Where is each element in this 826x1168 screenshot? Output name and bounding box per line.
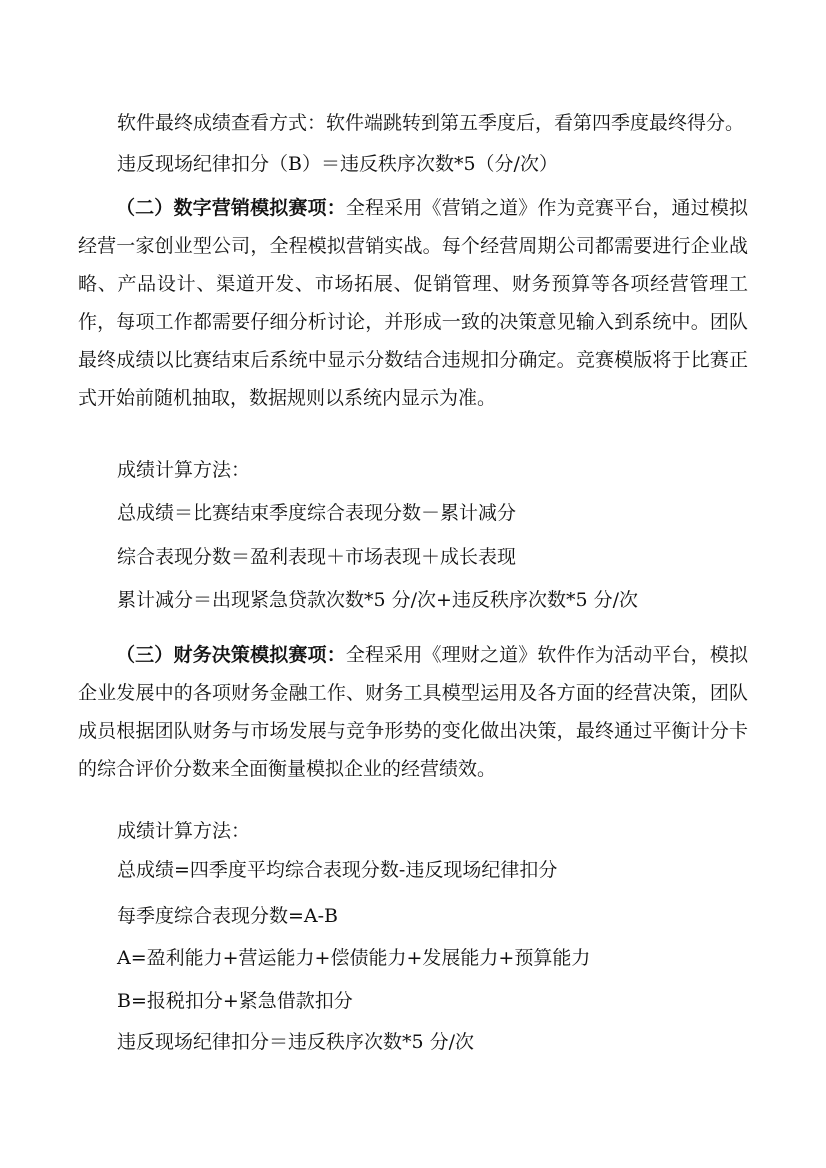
result-view-method: 软件最终成绩查看方式：软件端跳转到第五季度后，看第四季度最终得分。 — [117, 112, 745, 134]
section-heading: （二）数字营销模拟赛项： — [116, 197, 346, 219]
discipline-deduction-formula: 违反现场纪律扣分＝违反秩序次数*5 分/次 — [117, 1031, 475, 1053]
b-formula: B=报税扣分+紧急借款扣分 — [117, 990, 353, 1012]
calc-method-label: 成绩计算方法： — [117, 459, 251, 481]
section-digital-marketing — [78, 189, 748, 417]
section-financial-decision — [78, 636, 748, 788]
section-body: 全程采用《营销之道》作为竞赛平台，通过模拟经营一家创业型公司，全程模拟营销实战。每个经营周期公司都需要进行企业战略、产品设计、渠道开发、市场拓展、促销管理、财务预算等各项经营管理工作，每项工作都需要仔细分析讨论，并形成一致的决策意见输入到系统中。团队最终成绩以比赛结束后系统中显示分数结合违规扣分确定。竞赛模版将于比赛正式开始前随机抽取，数据规则以系统内显示为准。 — [78, 197, 748, 409]
calc-method-label: 成绩计算方法： — [117, 820, 251, 842]
section-body: 全程采用《理财之道》软件作为活动平台，模拟企业发展中的各项财务金融工作、财务工具模型运用及各方面的经营决策，团队成员根据团队财务与市场发展与竞争形势的变化做出决策，最终通过平衡计分卡的综合评价分数来全面衡量模拟企业的经营绩效。 — [78, 644, 748, 780]
quarter-score-formula: 每季度综合表现分数=A-B — [117, 905, 339, 927]
a-formula: A=盈利能力+营运能力+偿债能力+发展能力+预算能力 — [117, 947, 591, 969]
section-heading: （三）财务决策模拟赛项： — [116, 644, 346, 666]
composite-score-formula: 综合表现分数＝盈利表现＋市场表现＋成长表现 — [117, 546, 517, 568]
total-score-formula: 总成绩＝比赛结束季度综合表现分数－累计减分 — [117, 502, 517, 524]
cumulative-deduction-formula: 累计减分＝出现紧急贷款次数*5 分/次+违反秩序次数*5 分/次 — [117, 589, 638, 611]
discipline-deduction-formula: 违反现场纪律扣分（B）＝违反秩序次数*5（分/次） — [117, 153, 558, 175]
total-score-formula: 总成绩=四季度平均综合表现分数-违反现场纪律扣分 — [117, 859, 558, 881]
